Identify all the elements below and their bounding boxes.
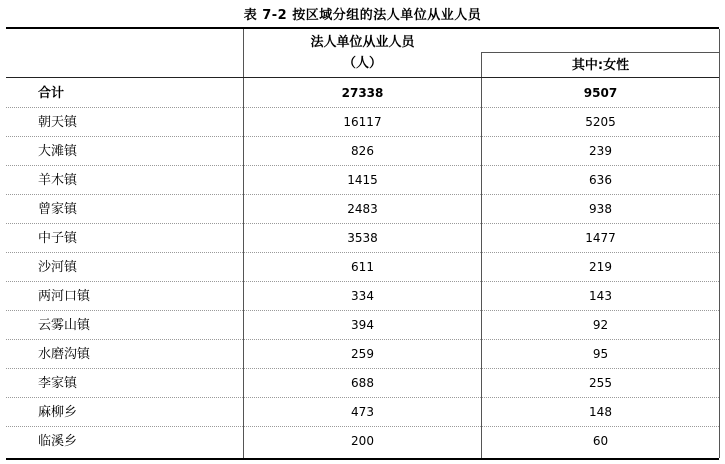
table-row [6,369,719,398]
column-header-female: 其中:女性 [571,58,630,73]
female-value: 9507 [583,86,618,100]
table-row [6,398,719,427]
top-rule [6,27,719,29]
employees-value: 27338 [341,86,384,100]
employees-value: 826 [351,144,374,158]
column-header-employees-title: 法人单位从业人员 [310,35,415,50]
female-value: 95 [592,347,609,361]
table-row [6,427,719,456]
row-label: 朝天镇 [38,115,78,130]
female-value: 255 [589,376,612,390]
row-label: 合计 [38,86,65,101]
row-label: 中子镇 [38,231,78,246]
employees-value: 394 [351,318,374,332]
employees-value: 611 [351,260,374,274]
employees-value: 2483 [347,202,378,216]
table-row [6,253,719,282]
female-value: 148 [589,405,612,419]
row-label: 麻柳乡 [38,405,78,420]
female-value: 143 [589,289,612,303]
table-row-total [6,79,719,108]
header-rule [6,77,719,78]
table-row [6,108,719,137]
column-header-employees-unit: （人） [342,56,382,71]
female-value: 5205 [585,115,616,129]
employees-value: 334 [351,289,374,303]
column-header-employees [244,32,481,74]
employees-value: 3538 [347,231,378,245]
table-row [6,166,719,195]
row-label: 水磨沟镇 [38,347,91,362]
female-value: 636 [589,173,612,187]
female-value: 92 [592,318,609,332]
employees-value: 259 [351,347,374,361]
employees-value: 200 [351,434,374,448]
employees-value: 473 [351,405,374,419]
row-label: 云雾山镇 [38,318,91,333]
female-value: 219 [589,260,612,274]
table-row [6,282,719,311]
female-value: 1477 [585,231,616,245]
row-label: 李家镇 [38,376,78,391]
table-row [6,195,719,224]
subheader-rule [481,52,719,53]
table-row [6,137,719,166]
row-label: 临溪乡 [38,434,78,449]
bottom-rule [6,458,719,460]
female-value: 60 [592,434,609,448]
row-label: 曾家镇 [38,202,78,217]
row-label: 大滩镇 [38,144,78,159]
row-label: 沙河镇 [38,260,78,275]
row-label: 羊木镇 [38,173,78,188]
table-row [6,340,719,369]
row-label: 两河口镇 [38,289,91,304]
table-right-border [719,29,720,458]
female-value: 938 [589,202,612,216]
employees-value: 16117 [343,115,382,129]
female-value: 239 [589,144,612,158]
table-title: 表 7-2 按区域分组的法人单位从业人员 [243,8,482,23]
table-row [6,224,719,253]
table-row [6,311,719,340]
employees-value: 1415 [347,173,378,187]
employees-value: 688 [351,376,374,390]
